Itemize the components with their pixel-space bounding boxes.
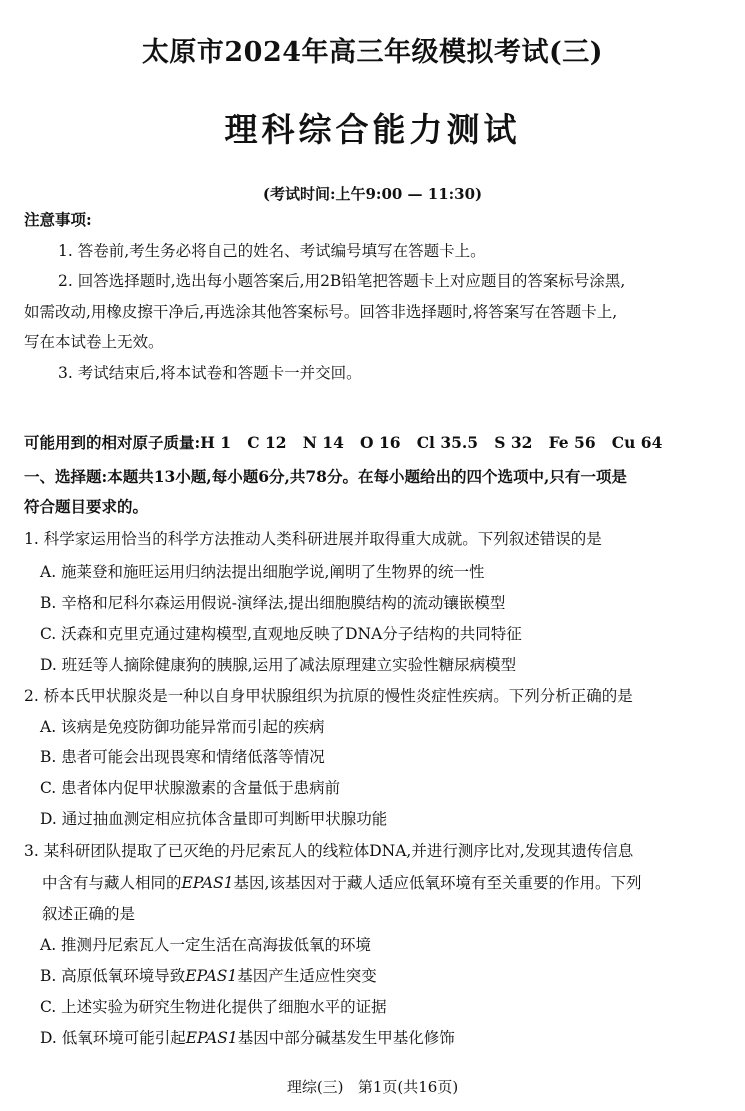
question-3-stem-line-2-a: 中含有与藏人相同的 [42, 874, 182, 892]
question-1-option-c: C. 沃森和克里克通过建构模型,直观地反映了DNA分子结构的共同特征 [40, 625, 522, 643]
question-3-stem-line-2-b: 基因,该基因对于藏人适应低氧环境有至关重要的作用。下列 [233, 874, 642, 892]
page-footer: 理综(三) 第1页(共16页) [286, 1078, 459, 1096]
question-3-stem-line-1: 3. 某科研团队提取了已灭绝的丹尼索瓦人的线粒体DNA,并进行测序比对,发现其遗传信息 [24, 842, 634, 860]
section-1-heading-line-1: 一、选择题:本题共13小题,每小题6分,共78分。在每小题给出的四个选项中,只有一项是 [24, 467, 627, 486]
gene-name: EPAS1 [181, 874, 234, 892]
question-3-option-d-b: 基因中部分碱基发生甲基化修饰 [237, 1029, 455, 1047]
question-3-option-b-b: 基因产生适应性突变 [237, 967, 377, 985]
question-3-option-c: C. 上述实验为研究生物进化提供了细胞水平的证据 [40, 998, 387, 1016]
atomic-masses-text: 可能用到的相对原子质量:H 1 C 12 N 14 O 16 Cl 35.5 S 32 Fe 56 Cu 64 [24, 433, 663, 452]
notice-item-2-line-1: 2. 回答选择题时,选出每小题答案后,用2B铅笔把答题卡上对应题目的答案标号涂黑, [58, 272, 626, 290]
question-2-stem: 2. 桥本氏甲状腺炎是一种以自身甲状腺组织为抗原的慢性炎症性疾病。下列分析正确的是 [24, 687, 633, 705]
question-3-option-b-a: B. 高原低氧环境导致 [40, 967, 186, 985]
notice-item-2-line-3: 写在本试卷上无效。 [24, 333, 164, 351]
question-2-option-a: A. 该病是免疫防御功能异常而引起的疾病 [40, 718, 325, 736]
notice-item-3: 3. 考试结束后,将本试卷和答题卡一并交回。 [58, 364, 362, 382]
notice-item-1: 1. 答卷前,考生务必将自己的姓名、考试编号填写在答题卡上。 [58, 242, 486, 260]
gene-name: EPAS1 [185, 1029, 238, 1047]
question-3-option-d [40, 1027, 740, 1049]
question-3-option-d-a: D. 低氧环境可能引起 [40, 1029, 186, 1047]
notice-heading: 注意事项: [24, 210, 92, 229]
section-1-heading-line-2: 符合题目要求的。 [24, 497, 149, 516]
question-2-option-c: C. 患者体内促甲状腺激素的含量低于患病前 [40, 779, 341, 797]
exam-title: 太原市2024年高三年级模拟考试(三) [141, 37, 604, 68]
question-2-option-d: D. 通过抽血测定相应抗体含量即可判断甲状腺功能 [40, 810, 388, 828]
question-1-option-d: D. 班廷等人摘除健康狗的胰腺,运用了减法原理建立实验性糖尿病模型 [40, 656, 517, 674]
question-3-option-b [40, 965, 740, 987]
question-1-option-a: A. 施莱登和施旺运用归纳法提出细胞学说,阐明了生物界的统一性 [40, 563, 485, 581]
question-3-stem-line-2 [42, 872, 742, 894]
notice-item-2-line-2: 如需改动,用橡皮擦干净后,再选涂其他答案标号。回答非选择题时,将答案写在答题卡上, [24, 303, 618, 321]
atomic-masses [24, 432, 724, 454]
gene-name: EPAS1 [185, 967, 238, 985]
exam-time: (考试时间:上午9:00 — 11:30) [262, 185, 483, 203]
question-3-option-a: A. 推测丹尼索瓦人一定生活在高海拔低氧的环境 [40, 936, 372, 954]
question-3-stem-line-3: 叙述正确的是 [42, 905, 136, 923]
subject-title: 理科综合能力测试 [224, 110, 521, 149]
question-2-option-b: B. 患者可能会出现畏寒和情绪低落等情况 [40, 748, 325, 766]
question-1-stem: 1. 科学家运用恰当的科学方法推动人类科研进展并取得重大成就。下列叙述错误的是 [24, 530, 602, 548]
question-1-option-b: B. 辛格和尼科尔森运用假说-演绎法,提出细胞膜结构的流动镶嵌模型 [40, 594, 506, 612]
